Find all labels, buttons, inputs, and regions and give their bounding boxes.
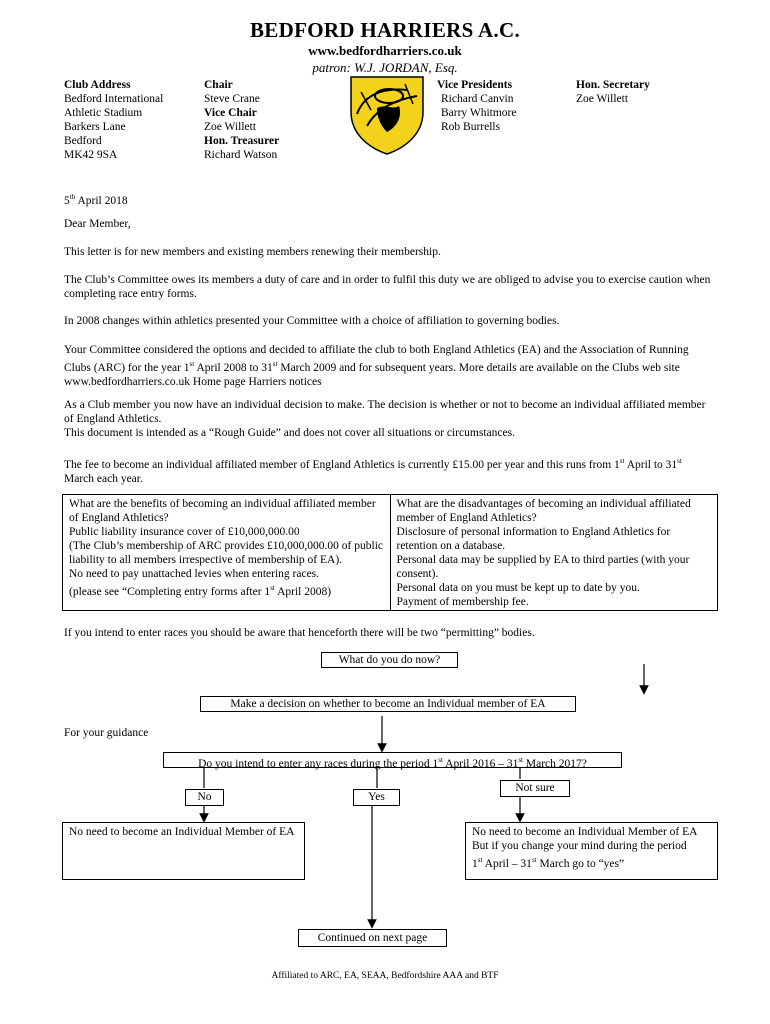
- disadvantage-item: Disclosure of personal information to England Athletics for retention on a database.: [396, 526, 671, 552]
- secretary-name: Zoe Willett: [576, 93, 629, 105]
- letter-date: 5th April 2018: [64, 193, 128, 207]
- paragraph-permitting-bodies: If you intend to enter races you should be aware that henceforth there will be two “permitting” bodies.: [64, 627, 535, 639]
- address-line: Bedford International: [64, 93, 164, 105]
- vice-chair-heading: Vice Chair: [204, 107, 257, 119]
- paragraph-decision: As a Club member you now have an individual decision to make. The decision is whether or not to become an individual affiliated member of England Athletics. This document is intended as a “Rough Guide” and does not cover all situations or circumstances.: [64, 399, 706, 439]
- treasurer-heading: Hon. Treasurer: [204, 135, 280, 147]
- club-patron: patron: W.J. JORDAN, Esq.: [312, 60, 458, 75]
- disadvantage-item: Personal data on you must be kept up to date by you.: [396, 582, 640, 594]
- disadvantages-heading: What are the disadvantages of becoming an individual affiliated member of England Athletics?: [396, 498, 691, 524]
- chair-name: Steve Crane: [204, 93, 260, 105]
- disadvantage-item: Payment of membership fee.: [396, 596, 529, 608]
- chair-heading: Chair: [204, 79, 233, 91]
- treasurer-name: Richard Watson: [204, 149, 278, 161]
- not-sure-result-box: No need to become an Individual Member of EA But if you change your mind during the period 1st April – 31st March go to “yes”: [465, 822, 718, 880]
- address-line: Athletic Stadium: [64, 107, 143, 119]
- footer-affiliations: Affiliated to ARC, EA, SEAA, Bedfordshire AAA and BTF: [271, 971, 499, 981]
- vice-president-name: Barry Whitmore: [441, 107, 517, 119]
- decision-box: Make a decision on whether to become an Individual member of EA: [200, 696, 576, 712]
- continued-box: Continued on next page: [298, 929, 447, 947]
- paragraph-fee: The fee to become an individual affiliated member of England Athletics is currently £15.00 per year and this runs from 1st April to 31st March each year.: [64, 457, 682, 485]
- vice-president-name: Rob Burrells: [441, 121, 501, 133]
- disadvantage-item: Personal data may be supplied by EA to third parties (with your consent).: [396, 554, 690, 580]
- salutation: Dear Member,: [64, 218, 131, 230]
- paragraph-duty-of-care: The Club’s Committee owes its members a duty of care and in order to fulfil this duty we are obliged to advise you to exercise caution when completing race entry forms.: [64, 274, 711, 300]
- answer-no-box: No: [185, 789, 224, 806]
- benefit-item: Public liability insurance cover of £10,000,000.00: [69, 526, 300, 538]
- address-line: Bedford: [64, 135, 102, 147]
- address-line: Barkers Lane: [64, 121, 126, 133]
- benefits-heading: What are the benefits of becoming an individual affiliated member of England Athletics?: [69, 498, 376, 524]
- vice-president-name: Richard Canvin: [441, 93, 514, 105]
- club-address-heading: Club Address: [64, 79, 131, 91]
- vice-chair-name: Zoe Willett: [204, 121, 257, 133]
- guidance-label: For your guidance: [64, 727, 149, 739]
- vice-presidents-heading: Vice Presidents: [437, 79, 513, 91]
- question-box: Do you intend to enter any races during the period 1st April 2016 – 31st March 2017?: [163, 752, 622, 768]
- answer-yes-box: Yes: [353, 789, 400, 806]
- what-now-box: What do you do now?: [321, 652, 458, 668]
- club-title: BEDFORD HARRIERS A.C.: [250, 18, 520, 42]
- no-result-box: No need to become an Individual Member of EA: [62, 822, 305, 880]
- answer-not-sure-box: Not sure: [500, 780, 570, 797]
- benefit-note: (please see “Completing entry forms after 1st April 2008): [69, 584, 332, 598]
- secretary-heading: Hon. Secretary: [576, 79, 650, 91]
- club-website: www.bedfordharriers.co.uk: [308, 43, 462, 58]
- paragraph-affiliation: Your Committee considered the options and decided to affiliate the club to both England Athletics (EA) and the Association of Running Clubs (ARC) for the year 1st April 2008 to 31st March 2009 and for subsequent years. More details are available on the Clubs web site www.bedfordharriers.co.uk Home page Harriers notices: [64, 344, 689, 388]
- paragraph-intro: This letter is for new members and existing members renewing their membership.: [64, 246, 441, 258]
- address-line: MK42 9SA: [64, 149, 118, 161]
- benefit-item: No need to pay unattached levies when entering races.: [69, 568, 320, 580]
- paragraph-2008-changes: In 2008 changes within athletics presented your Committee with a choice of affiliation to governing bodies.: [64, 315, 560, 327]
- benefit-item: (The Club’s membership of ARC provides £10,000,000.00 of public liability to all members irrespective of membership of EA).: [69, 540, 383, 566]
